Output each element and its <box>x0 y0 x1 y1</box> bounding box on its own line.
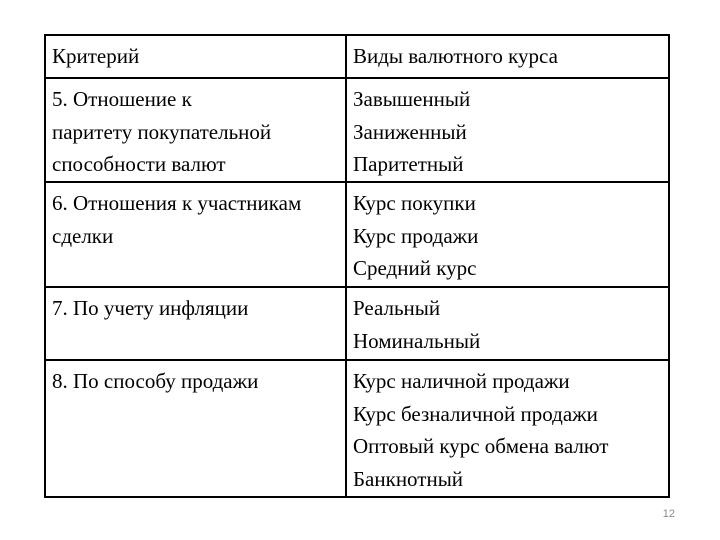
rate-type-text: Реальный <box>353 296 441 320</box>
rate-type-text: Курс продажи <box>353 223 479 248</box>
rate-type-text: Средний курс <box>353 256 477 280</box>
criterion-cell <box>45 182 346 287</box>
types-cell <box>346 360 669 497</box>
criterion-cell <box>45 287 346 360</box>
types-cell <box>346 287 669 360</box>
table-row <box>45 78 669 182</box>
rate-type-text: Паритетный <box>353 152 464 176</box>
criterion-text: 8. По способу продажи <box>52 369 259 393</box>
criterion-text: сделки <box>52 223 114 248</box>
rate-type-text: Заниженный <box>353 119 467 144</box>
table-row <box>45 182 669 287</box>
rate-type-text: Номинальный <box>353 328 481 353</box>
rate-type-text: Завышенный <box>353 87 471 111</box>
exchange-rate-types-table <box>44 34 670 498</box>
header-types-label: Виды валютного курса <box>353 44 558 68</box>
rate-type-text: Банкнотный <box>353 466 464 491</box>
slide-number: 12 <box>662 508 675 520</box>
rate-type-text: Курс покупки <box>353 191 476 215</box>
header-criterion-label: Критерий <box>52 44 140 68</box>
rate-type-text: Курс наличной продажи <box>353 369 570 393</box>
criterion-text: 6. Отношения к участникам <box>52 191 302 215</box>
table-row <box>45 360 669 497</box>
header-criterion-cell <box>45 35 346 78</box>
criterion-text: 7. По учету инфляции <box>52 296 249 320</box>
criterion-text: способности валют <box>52 152 226 176</box>
types-cell <box>346 78 669 182</box>
rate-type-text: Курс безналичной продажи <box>353 401 598 426</box>
criterion-cell <box>45 360 346 497</box>
rate-type-text: Оптовый курс обмена валют <box>353 434 609 458</box>
criterion-cell <box>45 78 346 182</box>
header-types-cell <box>346 35 669 78</box>
criterion-text: 5. Отношение к <box>52 87 192 111</box>
table-header-row <box>45 35 669 78</box>
criterion-text: паритету покупательной <box>52 119 272 144</box>
table-row <box>45 287 669 360</box>
types-cell <box>346 182 669 287</box>
